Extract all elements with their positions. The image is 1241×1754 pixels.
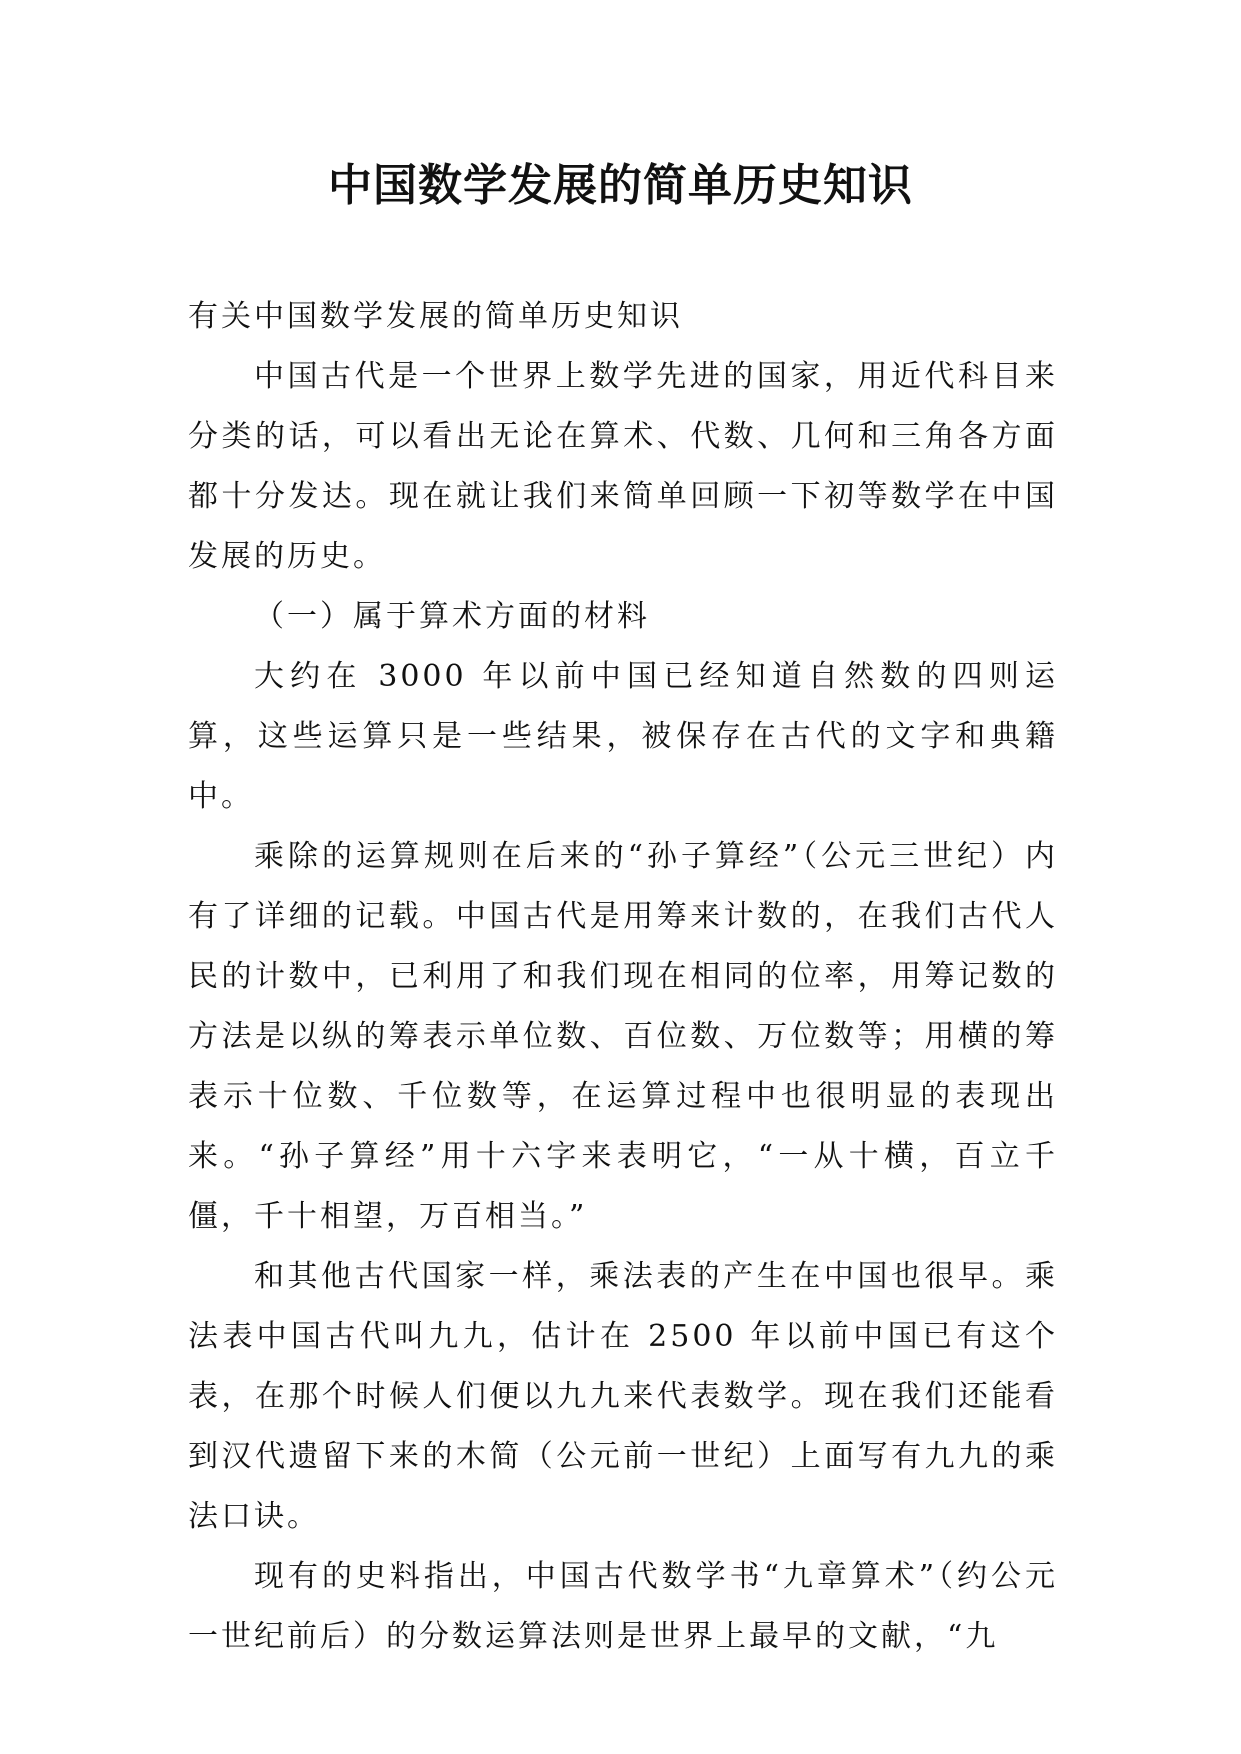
paragraph-fractions: 现有的史料指出，中国古代数学书“九章算术”（约公元一世纪前后）的分数运算法则是世界上最早的文献，“九: [188, 1559, 1058, 1654]
paragraph-intro: 中国古代是一个世界上数学先进的国家，用近代科目来分类的话，可以看出无论在算术、代数、几何和三角各方面都十分发达。现在就让我们来简单回顾一下初等数学在中国发展的历史。: [188, 359, 1058, 574]
paragraph-multiplication-table: 和其他古代国家一样，乘法表的产生在中国也很早。乘法表中国古代叫九九，估计在 2500 年以前中国已有这个表，在那个时候人们便以九九来代表数学。现在我们还能看到汉代遗留下来的木简（公元前一世纪）上面写有九九的乘法口诀。: [188, 1259, 1058, 1534]
paragraph-counting-rods: 乘除的运算规则在后来的“孙子算经”（公元三世纪）内有了详细的记载。中国古代是用筹来计数的，在我们古代人民的计数中，已利用了和我们现在相同的位率，用筹记数的方法是以纵的筹表示单位数、百位数、万位数等；用横的筹表示十位数、千位数等，在运算过程中也很明显的表现出来。“孙子算经”用十六字来表明它，“一从十横，百立千僵，千十相望，万百相当。”: [188, 839, 1058, 1234]
document-body: [188, 287, 1058, 1667]
paragraph-subtitle: 有关中国数学发展的简单历史知识: [188, 299, 683, 334]
section-heading-arithmetic: （一）属于算术方面的材料: [254, 599, 650, 634]
document-title: 中国数学发展的简单历史知识: [328, 160, 913, 211]
paragraph-four-operations: 大约在 3000 年以前中国已经知道自然数的四则运算，这些运算只是一些结果，被保存在古代的文字和典籍中。: [188, 659, 1058, 814]
